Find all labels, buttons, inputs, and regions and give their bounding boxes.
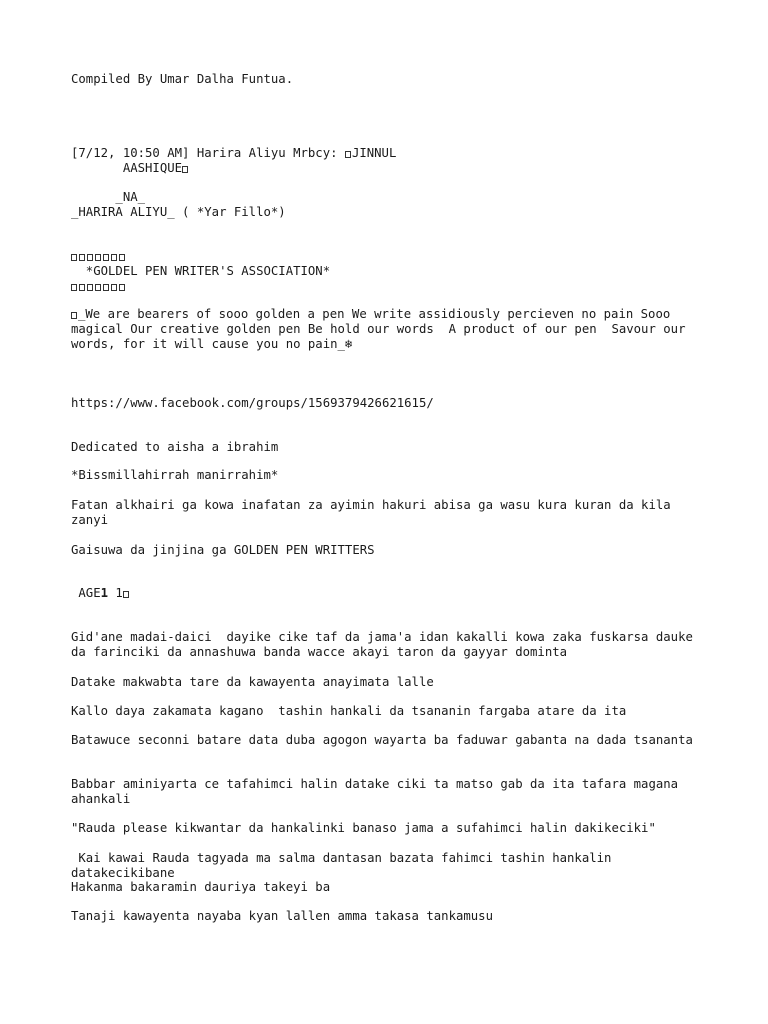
paragraph-9: Tanaji kawayenta nayaba kyan lallen amma takasa tankamusu	[71, 909, 493, 923]
chat-header-subtitle: AASHIQUE	[71, 161, 189, 176]
emoji-placeholder-icon	[103, 284, 109, 291]
emoji-placeholder-icon	[87, 284, 93, 291]
paragraph-7: Kai kawai Rauda tagyada ma salma dantasan bazata fahimci tashin hankalin datakecikibane	[71, 851, 619, 880]
bismillah-line: *Bissmillahirrah manirrahim*	[71, 468, 279, 482]
emoji-placeholder-icon	[71, 284, 77, 291]
emoji-placeholder-icon	[79, 254, 85, 261]
emoji-placeholder-icon	[103, 254, 109, 261]
paragraph-fatan: Fatan alkhairi ga kowa inafatan za ayimin hakuri abisa ga wasu kura kuran da kila zanyi	[71, 498, 679, 527]
page-label-text: AGE	[78, 586, 101, 600]
emoji-placeholder-icon	[119, 284, 125, 291]
paragraph-2: Datake makwabta tare da kawayenta anayimata lalle	[71, 675, 434, 689]
emoji-placeholder-icon	[79, 284, 85, 291]
chat-header-prefix: [7/12, 10:50 AM] Harira Aliyu Mrbcy:	[71, 146, 345, 160]
chat-header	[71, 146, 396, 161]
chat-header-title: JINNUL	[351, 146, 397, 160]
paragraph-5: Babbar aminiyarta ce tafahimci halin datake ciki ta matso gab da ita tafara magana ahankali	[71, 777, 686, 806]
page-label-number: 1	[100, 586, 109, 600]
paragraph-gaisuwa: Gaisuwa da jinjina ga GOLDEN PEN WRITTERS	[71, 543, 375, 557]
emoji-row-top	[71, 249, 127, 264]
dedication-line: Dedicated to aisha a ibrahim	[71, 440, 279, 454]
emoji-placeholder-icon	[182, 166, 188, 173]
emoji-placeholder-icon	[95, 284, 101, 291]
emoji-placeholder-icon	[71, 254, 77, 261]
emoji-placeholder-icon	[95, 254, 101, 261]
author-line: _HARIRA ALIYU_ ( *Yar Fillo*)	[71, 205, 286, 219]
emoji-row-bottom	[71, 279, 127, 294]
emoji-placeholder-icon	[111, 284, 117, 291]
page-label: AGE1 1	[71, 586, 130, 601]
emoji-placeholder-icon	[87, 254, 93, 261]
emoji-placeholder-icon	[119, 254, 125, 261]
emoji-placeholder-icon	[345, 151, 351, 158]
emoji-placeholder-icon	[111, 254, 117, 261]
motto-text: _We are bearers of sooo golden a pen We write assidiously percieven no pain Sooo magical Our creative golden pen Be hold our words A product of our pen Savour our words, for it will cause you no pain_❄	[71, 307, 693, 351]
paragraph-3: Kallo daya zakamata kagano tashin hankali da tsananin fargaba atare da ita	[71, 704, 627, 718]
paragraph-1: Gid'ane madai-daici dayike cike taf da jama'a idan kakalli kowa zaka fuskarsa dauke da farinciki da annashuwa banda wacce akayi taron da gayyar dominta	[71, 630, 701, 659]
motto-paragraph	[71, 307, 707, 352]
paragraph-8: Hakanma bakaramin dauriya takeyi ba	[71, 880, 331, 894]
emoji-placeholder-icon	[123, 591, 129, 598]
facebook-link[interactable]: https://www.facebook.com/groups/1569379426621615/	[71, 396, 434, 410]
na-line: _NA_	[71, 190, 146, 204]
compiled-by-line: Compiled By Umar Dalha Funtua.	[71, 72, 294, 86]
paragraph-4: Batawuce seconni batare data duba agogon wayarta ba faduwar gabanta na dada tsananta	[71, 733, 693, 747]
association-title: *GOLDEL PEN WRITER'S ASSOCIATION*	[71, 264, 331, 278]
paragraph-6: "Rauda please kikwantar da hankalinki banaso jama a sufahimci halin dakikeciki"	[71, 821, 656, 835]
emoji-placeholder-icon	[71, 312, 77, 319]
